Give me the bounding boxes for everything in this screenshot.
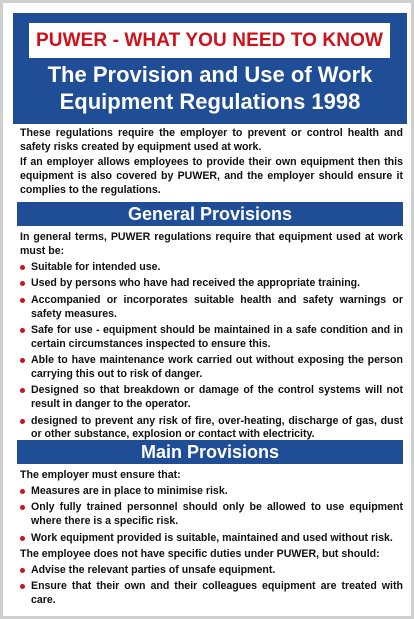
header-panel [13,13,407,124]
bullet-icon [20,419,25,424]
bullet-icon [20,265,25,270]
list-item [20,532,403,546]
list-item-text: Work equipment provided is suitable, maintained and used without risk. [31,531,393,544]
main-provisions-list [20,485,403,548]
list-item-text: Able to have maintenance work carried out without exposing the person carrying this out to risk of danger. [31,354,403,380]
employee-duties-lead: The employee does not have specific duties under PUWER, but should: [20,548,380,560]
list-item [20,277,403,291]
bullet-icon [20,298,25,303]
list-item [20,354,403,382]
general-provisions-lead: In general terms, PUWER regulations require that equipment used at work must be: [20,231,403,257]
list-item-text: Safe for use - equipment should be maintained in a safe condition and in certain circumstances inspected to ensure this. [31,323,403,350]
employee-duties-list [20,564,403,611]
main-provisions-heading: Main Provisions [17,440,403,464]
bullet-icon [20,281,25,286]
list-item-text: Ensure that their own and their colleagues equipment are treated with care. [31,580,403,607]
intro-paragraph-2: If an employer allows employees to provide their own equipment then this equipment is also covered by PUWER, and the employer should ensure it complies to the regulations. [20,156,403,196]
main-provisions-lead: The employer must ensure that: [20,469,181,481]
general-provisions-heading: General Provisions [17,202,403,226]
list-item [20,294,403,322]
list-item-text: Only fully trained personnel should only be allowed to use equipment where there is a specific risk. [31,501,403,528]
list-item [20,384,403,412]
bullet-icon [20,358,25,363]
list-item [20,564,403,578]
general-provisions-list [20,261,403,445]
list-item-text: Suitable for intended use. [31,261,161,273]
list-item-text: Accompanied or incorporates suitable health and safety warnings or safety measures. [31,293,403,320]
bullet-icon [20,568,25,573]
list-item [20,261,403,275]
regulation-title-line-2: Equipment Regulations 1998 [59,89,361,114]
list-item [20,501,403,529]
list-item [20,324,403,352]
list-item-text: Advise the relevant parties of unsafe equipment. [31,564,276,576]
list-item [20,580,403,608]
bullet-icon [20,489,25,494]
bullet-icon [20,328,25,333]
bullet-icon [20,388,25,393]
regulation-title [17,61,403,115]
bullet-icon [20,584,25,589]
regulation-title-line-1: The Provision and Use of Work [47,62,373,87]
banner-title: PUWER - WHAT YOU NEED TO KNOW [29,23,390,58]
list-item-text: Used by persons who have had received the appropriate training. [31,277,361,290]
intro-paragraph-1: These regulations require the employer to prevent or control health and safety risks created by equipment used at work. [20,127,403,153]
bullet-icon [20,505,25,510]
list-item [20,415,403,443]
list-item-text: Designed so that breakdown or damage of the control systems will not result in danger to the operator. [31,384,403,411]
list-item-text: designed to prevent any risk of fire, over-heating, discharge of gas, dust or other substance, explosion or contact with electricity. [31,414,403,441]
list-item-text: Measures are in place to minimise risk. [31,485,228,497]
bullet-icon [20,536,25,541]
list-item [20,485,403,499]
